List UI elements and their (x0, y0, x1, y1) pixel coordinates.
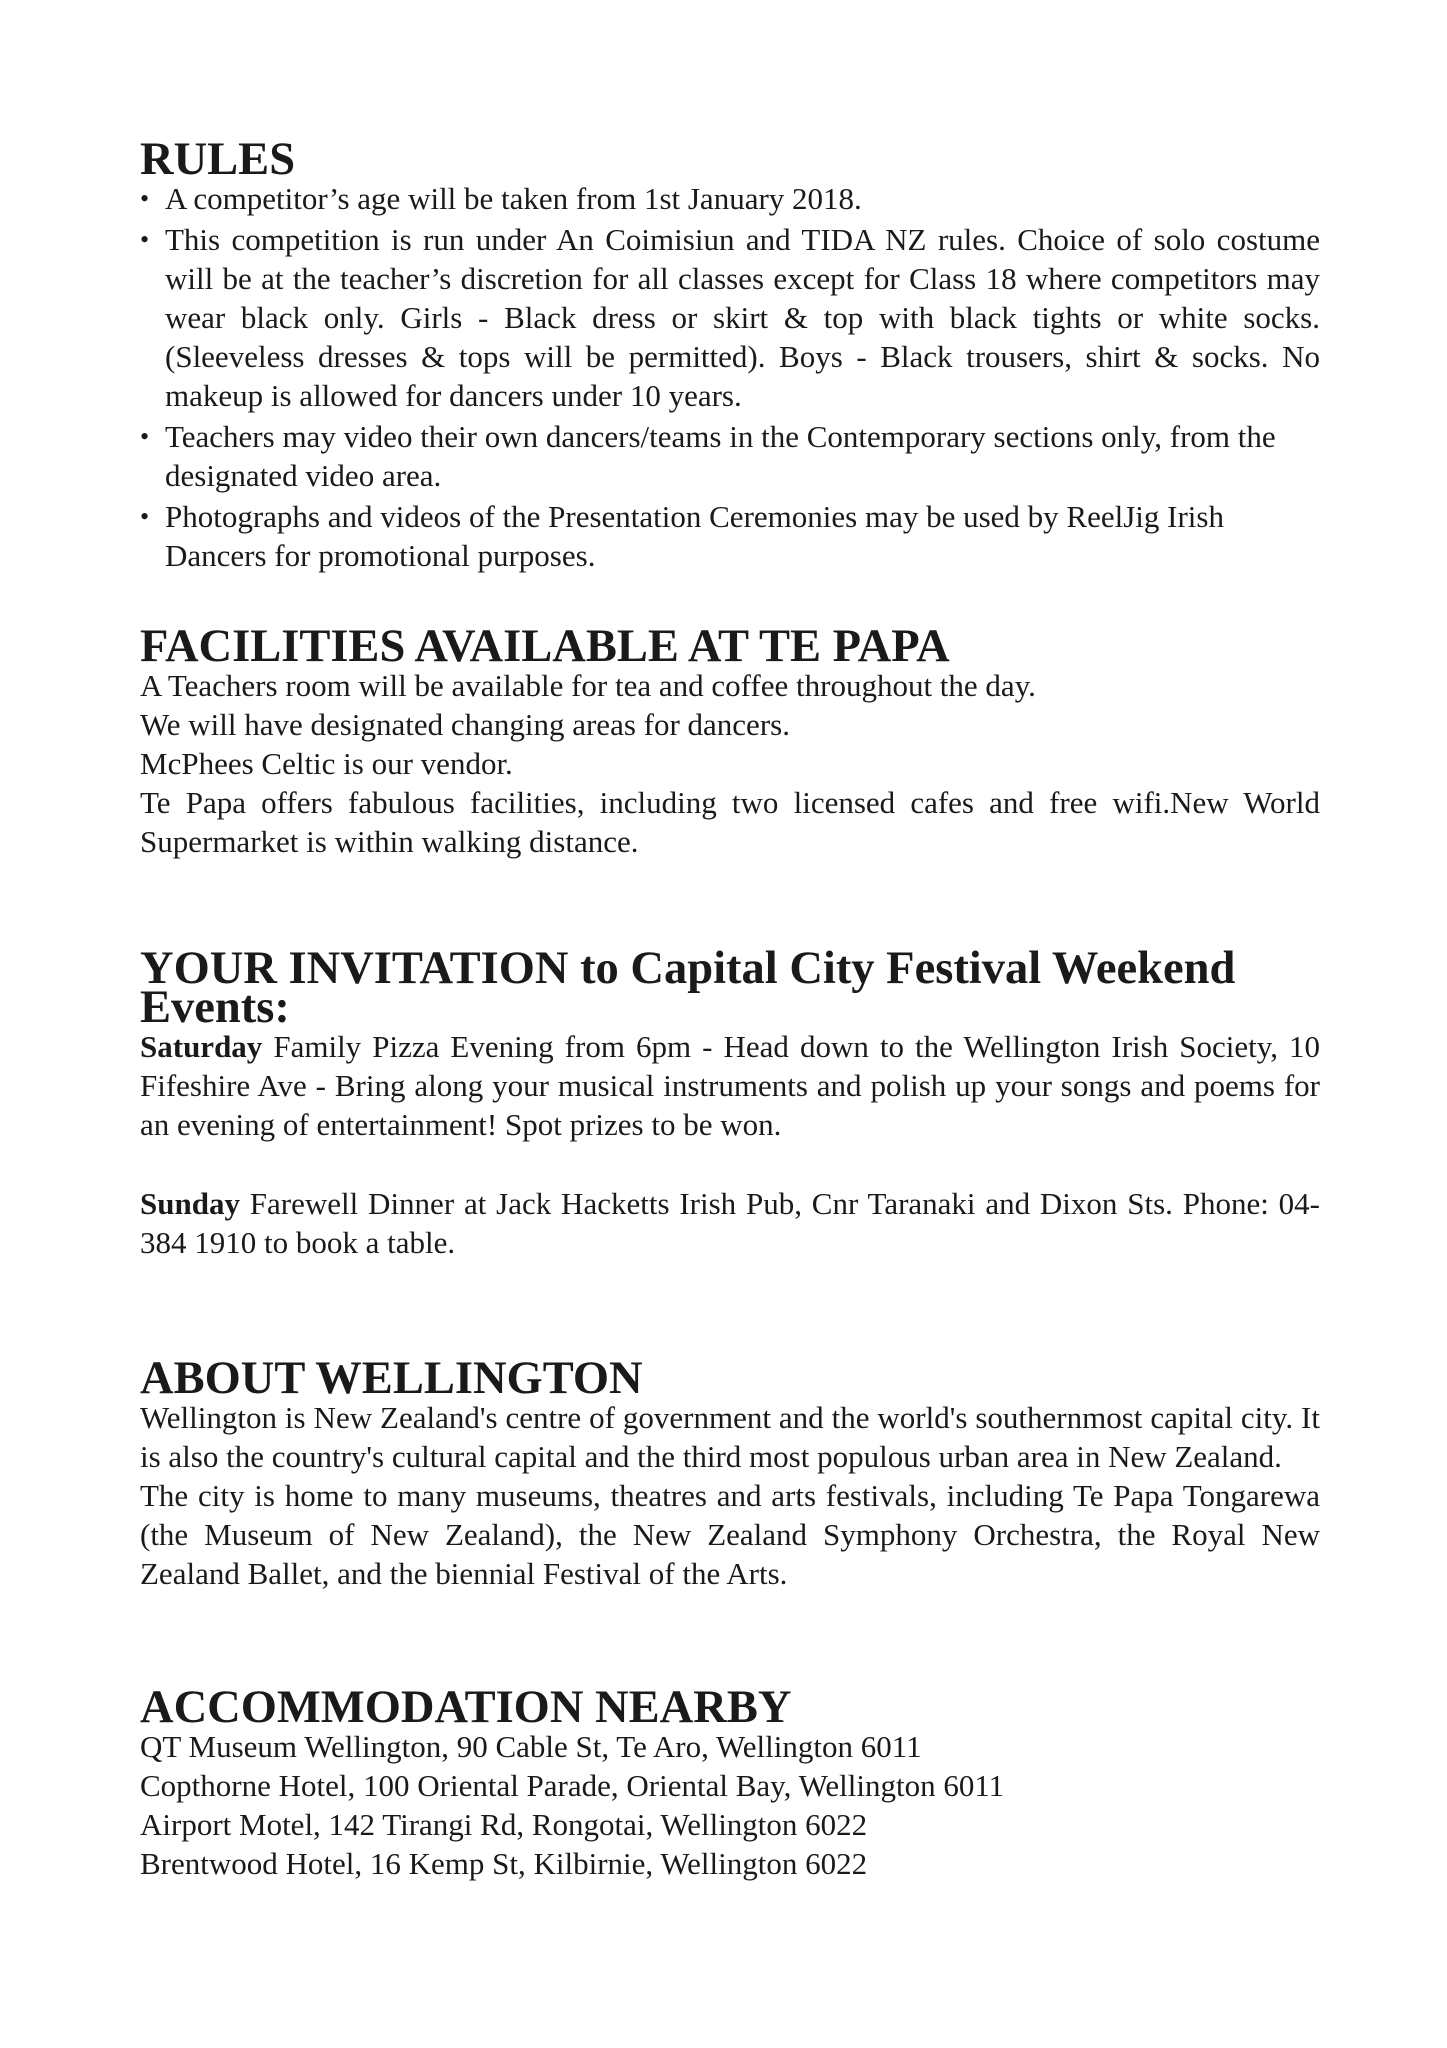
about-paragraph-2: The city is home to many museums, theatres and arts festivals, including Te Papa Tongarewa (the Museum of New Zealand), the New Zealand Symphony Orchestra, the Royal New Zealand Ballet, and the biennial Festival of the Arts. (140, 1478, 1320, 1591)
about-paragraph-1: Wellington is New Zealand's centre of government and the world's southernmost capital city. It is also the country's cultural capital and the third most populous urban area in New Zealand. (140, 1400, 1320, 1474)
accommodation-copthorne: Copthorne Hotel, 100 Oriental Parade, Oriental Bay, Wellington 6011 (140, 1768, 1005, 1803)
rules-section (140, 134, 1320, 575)
accommodation-section (140, 1682, 1320, 1883)
facilities-section (140, 621, 1320, 861)
facilities-changing-areas: We will have designated changing areas for dancers. (140, 707, 790, 742)
rules-list (140, 179, 1320, 575)
saturday-label: Saturday (140, 1029, 263, 1064)
about-section (140, 1353, 1320, 1593)
rules-heading: RULES (140, 134, 296, 185)
sunday-text: Farewell Dinner at Jack Hacketts Irish Pub, Cnr Taranaki and Dixon Sts. Phone: 04-384 1910 to book a table. (140, 1186, 1320, 1260)
saturday-event (140, 1027, 1320, 1144)
accommodation-qt-museum: QT Museum Wellington, 90 Cable St, Te Aro, Wellington 6011 (140, 1729, 922, 1764)
saturday-text: Family Pizza Evening from 6pm - Head down to the Wellington Irish Society, 10 Fifeshire Ave - Bring along your musical instruments and polish up your songs and poems for an evening of entertainment! Spot prizes to be won. (140, 1029, 1320, 1142)
rules-item-age: • A competitor’s age will be taken from 1st January 2018. (140, 179, 1320, 218)
accommodation-brentwood: Brentwood Hotel, 16 Kemp St, Kilbirnie, Wellington 6022 (140, 1846, 868, 1881)
invitation-section (140, 943, 1320, 1262)
about-heading: ABOUT WELLINGTON (140, 1353, 643, 1404)
document-page (140, 134, 1320, 1883)
facilities-teachers-room: A Teachers room will be available for tea and coffee throughout the day. (140, 668, 1036, 703)
invitation-heading: YOUR INVITATION to Capital City Festival Weekend Events: (140, 943, 1236, 1033)
facilities-vendor: McPhees Celtic is our vendor. (140, 746, 513, 781)
accommodation-airport-motel: Airport Motel, 142 Tirangi Rd, Rongotai, Wellington 6022 (140, 1807, 868, 1842)
sunday-event (140, 1184, 1320, 1262)
rules-item-costume: • This competition is run under An Coimisiun and TIDA NZ rules. Choice of solo costume will be at the teacher’s discretion for all classes except for Class 18 where competitors may wear black only. Girls - Black dress or skirt & top with black tights or white socks. (Sleeveless dresses & tops will be permitted). Boys - Black trousers, shirt & socks. No makeup is allowed for dancers under 10 years. (140, 220, 1320, 415)
rules-item-video: • Teachers may video their own dancers/teams in the Contemporary sections only, from the designated video area. (140, 417, 1320, 495)
accommodation-heading: ACCOMMODATION NEARBY (140, 1682, 792, 1733)
rules-item-photographs: • Photographs and videos of the Presentation Ceremonies may be used by ReelJig Irish Dancers for promotional purposes. (140, 497, 1320, 575)
facilities-te-papa-paragraph: Te Papa offers fabulous facilities, including two licensed cafes and free wifi.New World Supermarket is within walking distance. (140, 785, 1320, 859)
facilities-heading: FACILITIES AVAILABLE AT TE PAPA (140, 621, 950, 672)
sunday-label: Sunday (140, 1186, 240, 1221)
